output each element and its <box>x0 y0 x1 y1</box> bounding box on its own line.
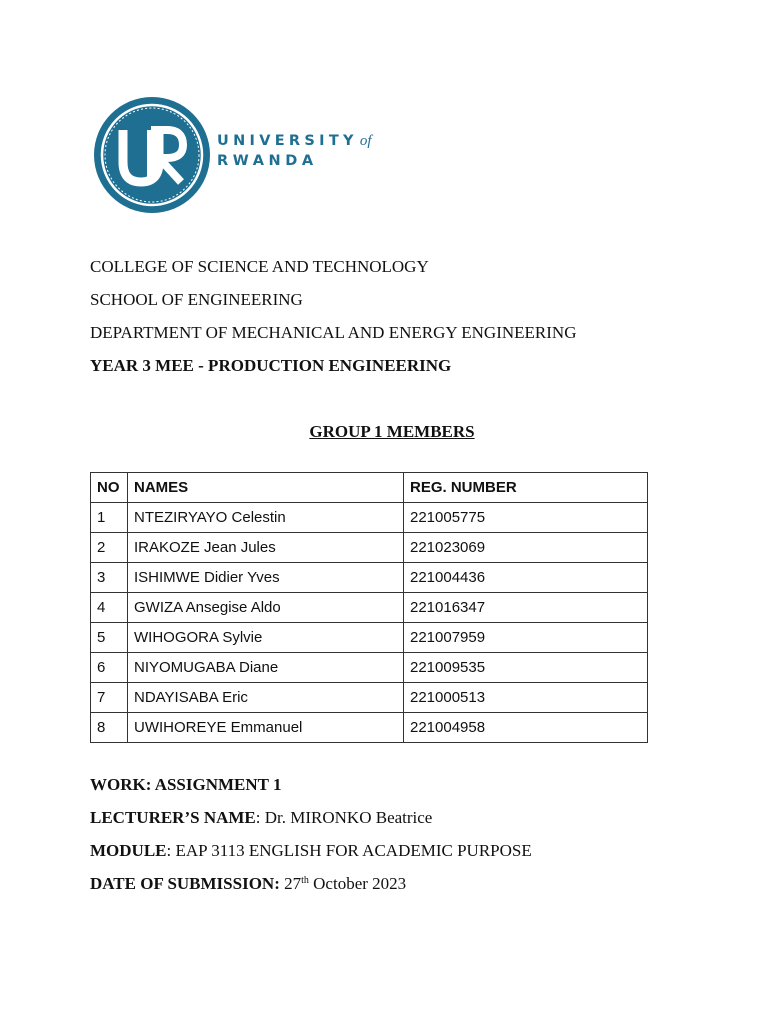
member-no: 3 <box>91 563 128 593</box>
member-no: 1 <box>91 503 128 533</box>
table-row <box>91 683 648 713</box>
work-assignment: WORK: ASSIGNMENT 1 <box>90 775 282 794</box>
member-reg-number: 221000513 <box>404 683 648 713</box>
module-value: : EAP 3113 ENGLISH FOR ACADEMIC PURPOSE <box>166 841 532 860</box>
table-row <box>91 653 648 683</box>
member-no: 6 <box>91 653 128 683</box>
member-name: IRAKOZE Jean Jules <box>128 533 404 563</box>
table-row <box>91 563 648 593</box>
table-row <box>91 593 648 623</box>
member-no: 5 <box>91 623 128 653</box>
table-row <box>91 623 648 653</box>
lecturer-line <box>90 809 432 826</box>
table-header-row <box>91 473 648 503</box>
column-header-reg-number: REG. NUMBER <box>404 473 648 503</box>
department-name: DEPARTMENT OF MECHANICAL AND ENERGY ENGINEERING <box>90 323 577 342</box>
member-reg-number: 221004958 <box>404 713 648 743</box>
submission-date-suffix: th <box>301 875 309 886</box>
member-reg-number: 221004436 <box>404 563 648 593</box>
member-name: UWIHOREYE Emmanuel <box>128 713 404 743</box>
member-no: 8 <box>91 713 128 743</box>
logo-line-university: UNIVERSITY of <box>217 133 372 149</box>
member-name: NIYOMUGABA Diane <box>128 653 404 683</box>
lecturer-label: LECTURER’S NAME <box>90 808 256 827</box>
member-no: 2 <box>91 533 128 563</box>
table-row <box>91 503 648 533</box>
members-table <box>90 472 648 743</box>
column-header-names: NAMES <box>128 473 404 503</box>
member-reg-number: 221016347 <box>404 593 648 623</box>
year-program: YEAR 3 MEE - PRODUCTION ENGINEERING <box>90 356 452 375</box>
school-name: SCHOOL OF ENGINEERING <box>90 290 303 309</box>
submission-date-line <box>90 875 406 892</box>
member-no: 4 <box>91 593 128 623</box>
college-name: COLLEGE OF SCIENCE AND TECHNOLOGY <box>90 257 429 276</box>
member-name: WIHOGORA Sylvie <box>128 623 404 653</box>
table-row <box>91 713 648 743</box>
submission-date-day: 27 <box>279 874 302 893</box>
member-reg-number: 221009535 <box>404 653 648 683</box>
member-reg-number: 221007959 <box>404 623 648 653</box>
member-reg-number: 221023069 <box>404 533 648 563</box>
logo-wordmark <box>217 134 372 169</box>
submission-date-rest: October 2023 <box>308 874 407 893</box>
university-logo <box>93 96 393 216</box>
lecturer-value: : Dr. MIRONKO Beatrice <box>255 808 433 827</box>
table-row <box>91 533 648 563</box>
member-name: ISHIMWE Didier Yves <box>128 563 404 593</box>
member-name: NDAYISABA Eric <box>128 683 404 713</box>
member-no: 7 <box>91 683 128 713</box>
member-name: GWIZA Ansegise Aldo <box>128 593 404 623</box>
column-header-no: NO <box>91 473 128 503</box>
member-name: NTEZIRYAYO Celestin <box>128 503 404 533</box>
group-title: GROUP 1 MEMBERS <box>309 422 475 441</box>
module-label: MODULE <box>90 841 167 860</box>
university-seal-icon <box>93 96 211 214</box>
module-line <box>90 842 532 859</box>
logo-line-rwanda: RWANDA <box>217 153 318 169</box>
submission-date-label: DATE OF SUBMISSION: <box>90 874 280 893</box>
member-reg-number: 221005775 <box>404 503 648 533</box>
